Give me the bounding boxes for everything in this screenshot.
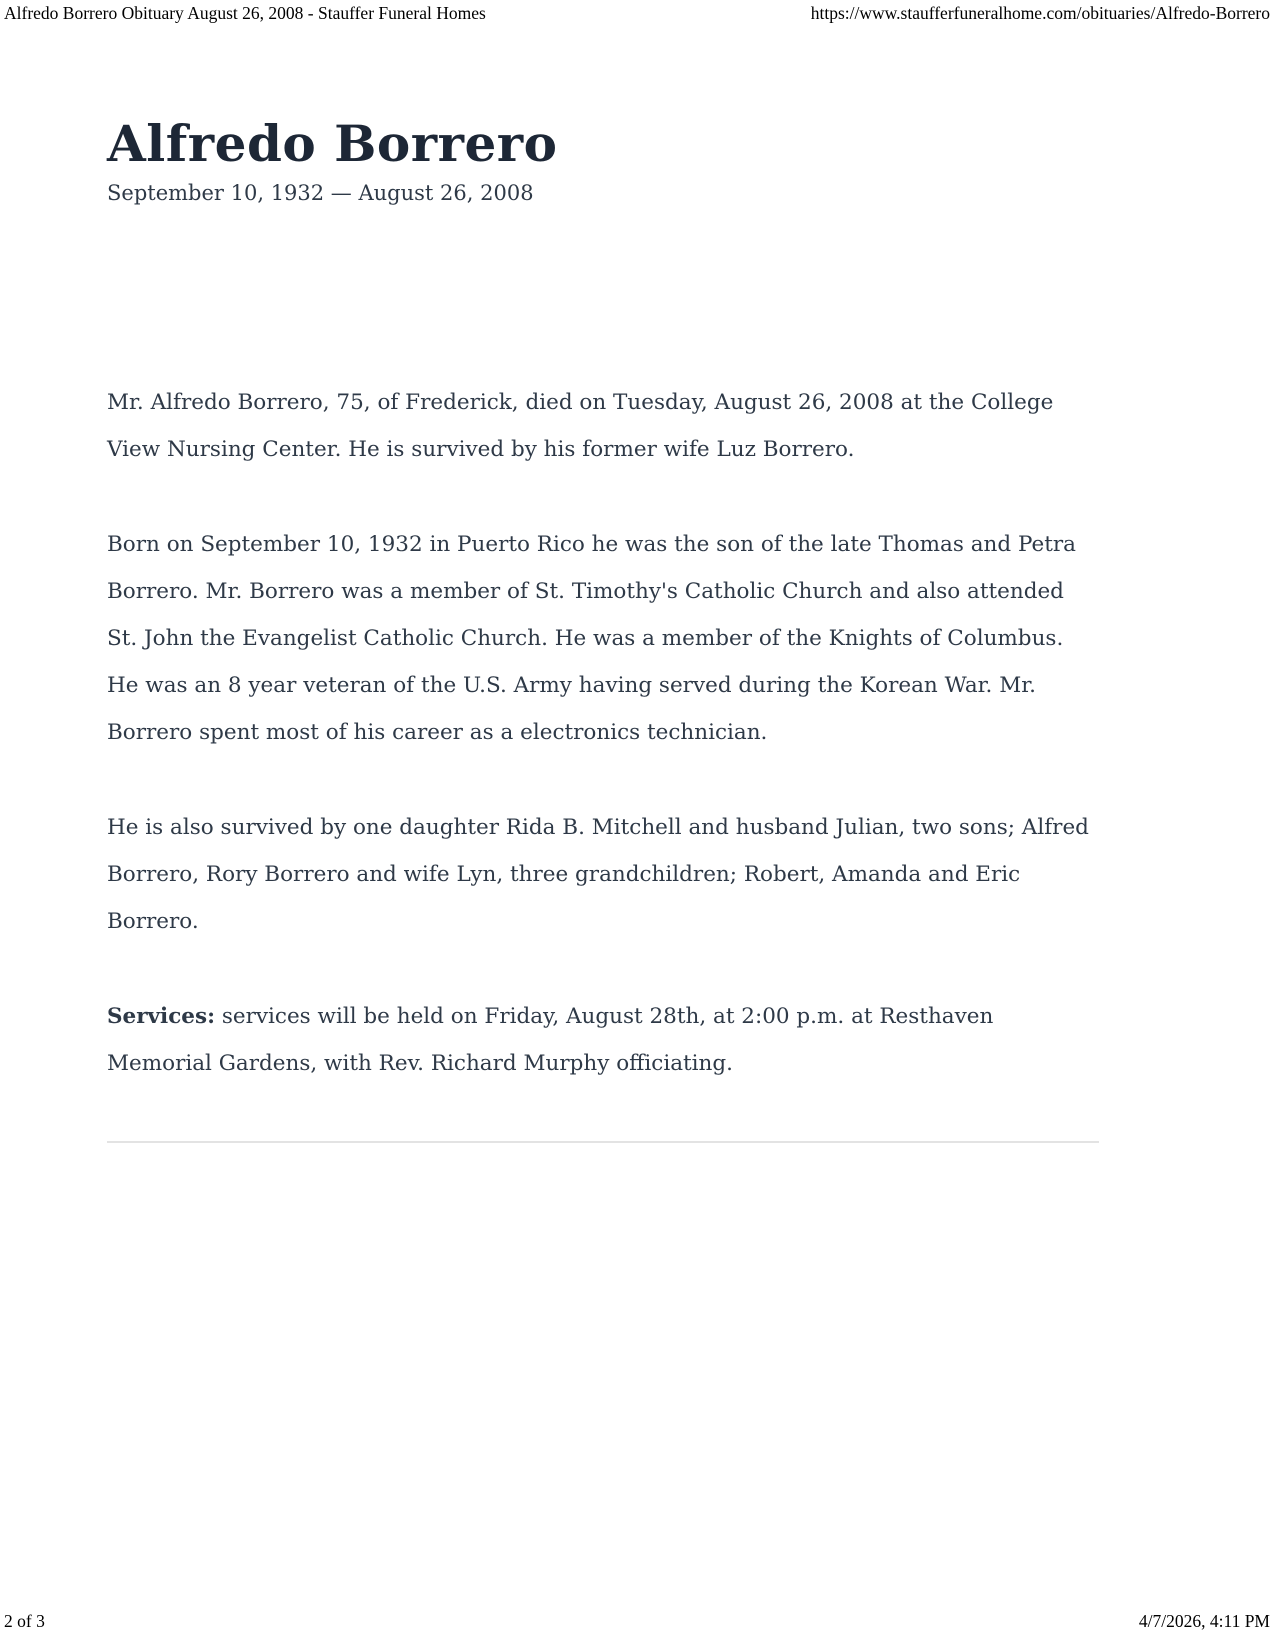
obituary-services-paragraph — [107, 993, 1099, 1087]
footer-page-number: 2 of 3 — [4, 1611, 45, 1631]
print-header — [4, 3, 1270, 24]
obituary-name-heading: Alfredo Borrero — [107, 114, 558, 173]
services-label: Services: — [107, 1004, 216, 1029]
obituary-paragraph-3: He is also survived by one daughter Rida B. Mitchell and husband Julian, two sons; Alfred Borrero, Rory Borrero and wife Lyn, three grandchildren; Robert, Amanda and Eric Borrero. — [107, 815, 1089, 934]
section-divider — [107, 1141, 1099, 1143]
obituary-page — [107, 116, 1099, 1143]
obituary-date-range: September 10, 1932 — August 26, 2008 — [107, 181, 534, 205]
obituary-paragraph-1: Mr. Alfredo Borrero, 75, of Frederick, died on Tuesday, August 26, 2008 at the College View Nursing Center. He is survived by his former wife Luz Borrero. — [107, 390, 1054, 462]
services-text: services will be held on Friday, August 28th, at 2:00 p.m. at Resthaven Memorial Gardens, with Rev. Richard Murphy officiating. — [107, 1004, 994, 1076]
obituary-text — [107, 379, 1099, 1087]
obituary-paragraph-2: Born on September 10, 1932 in Puerto Rico he was the son of the late Thomas and Petra Borrero. Mr. Borrero was a member of St. Timothy's Catholic Church and also attended St. John the Evangelist Catholic Church. He was a member of the Knights of Columbus. He was an 8 year veteran of the U.S. Army having served during the Korean War. Mr. Borrero spent most of his career as a electronics technician. — [107, 532, 1076, 745]
header-document-title: Alfredo Borrero Obituary August 26, 2008 - Stauffer Funeral Homes — [4, 3, 486, 23]
print-footer — [4, 1611, 1270, 1632]
header-url: https://www.staufferfuneralhome.com/obituaries/Alfredo-Borrero — [810, 3, 1270, 23]
footer-datetime: 4/7/2026, 4:11 PM — [1138, 1611, 1270, 1631]
